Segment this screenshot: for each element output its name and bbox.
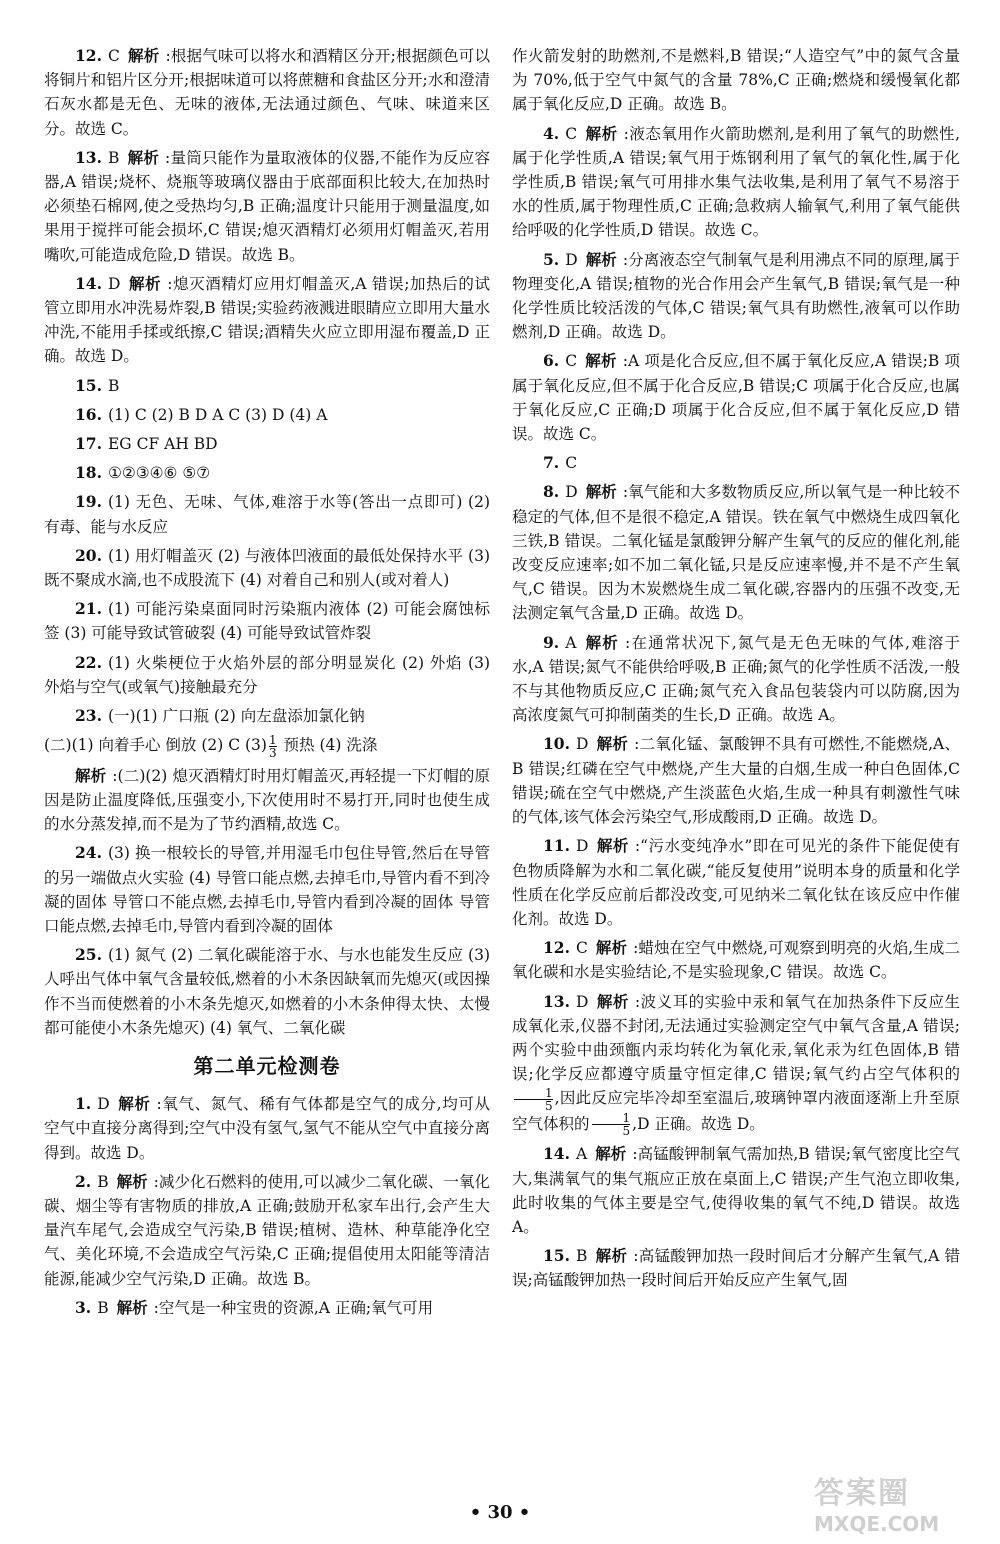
- answer-13: [44, 146, 490, 267]
- analysis-text: :氧气、氮气、稀有气体都是空气的成分,均可从空气中直接分离得到;空气中没有氢气,氢气不能从空气中直接分离得到。故选 D。: [44, 1095, 490, 1162]
- q-num: 24.: [75, 843, 102, 863]
- answer-17: [44, 432, 490, 456]
- answer-23-analysis: [44, 764, 490, 837]
- q-answer: D: [565, 483, 578, 502]
- q-answer: C: [107, 47, 120, 65]
- q-answer: D: [107, 274, 121, 293]
- analysis-text: 作火箭发射的助燃剂,不是燃料,B 错误;“人造空气”中的氮气含量为 70%,低于空气中氮气的含量 78%,C 正确;燃烧和缓慢氧化都属于氧化反应,D 正确。故选 B。: [512, 47, 960, 114]
- answer-text: (1) 氮气 (2) 二氧化碳能溶于水、与水也能发生反应 (3) 人呼出气体中氧气含量较低,燃着的小木条因缺氧而先熄灭(或因操作不当而使燃着的小木条先熄灭,如燃着的小木条伸得太快、太慢都可能使小木条先熄灭) (4) 氧气、二氧化碳: [44, 946, 490, 1037]
- answer-text: C: [565, 454, 578, 473]
- q-num: 18.: [75, 463, 102, 483]
- fraction: [592, 1112, 631, 1137]
- q-num: 7.: [543, 453, 560, 473]
- analysis-label: 解析: [127, 46, 160, 65]
- analysis-text: :液态氧用作火箭助燃剂,是利用了氧气的助燃性,属于化学性质,A 错误;氧气用于炼钢利用了氧气的氧化性,属于化学性质,B 错误;氧气可用排水集气法收集,是利用了氧气不易溶于水的性质,属于物理性质,C 正确;急救病人输氧气,利用了氧气能供给呼吸的化学性质,D 错误。故选 C。: [512, 124, 960, 240]
- q-answer: D: [565, 250, 578, 269]
- answer-15: [44, 374, 490, 398]
- analysis-label: 解析: [596, 734, 629, 754]
- analysis-text: ,D 正确。故选 D。: [632, 1114, 765, 1133]
- unit2-answer-1: [44, 1092, 490, 1165]
- q-num: 16.: [75, 404, 102, 424]
- q-num: 19.: [75, 492, 102, 512]
- fraction-numerator: 1: [268, 732, 277, 747]
- analysis-text: :根据气味可以将水和酒精区分开;根据颜色可以将铜片和铝片区分开;根据味道可以将蔗糖和食盐区分开;水和澄清石灰水都是无色、无味的液体,无法通过颜色、气味、味道来区分。故选 C。: [44, 47, 490, 138]
- analysis-label: 解析: [116, 1297, 148, 1317]
- fraction: [514, 1087, 553, 1112]
- q-answer: D: [575, 837, 589, 856]
- q-num: 14.: [543, 1144, 570, 1164]
- answer-23: [44, 704, 490, 728]
- left-column: [44, 44, 490, 1325]
- q-num: 15.: [75, 375, 102, 395]
- q-answer: B: [107, 148, 120, 167]
- q-answer: C: [575, 939, 588, 958]
- fraction-denominator: 5: [592, 1124, 631, 1137]
- analysis-label: 解析: [116, 1171, 148, 1191]
- analysis-label: 解析: [75, 765, 107, 785]
- answer-text: B: [107, 376, 120, 395]
- answer-20: [44, 544, 490, 592]
- watermark-logo: [814, 1468, 984, 1538]
- analysis-text: :波义耳的实验中汞和氧气在加热条件下反应生成氧化汞,仪器不封闭,无法通过实验测定空气中氧气含量,A 错误;两个实验中曲颈甑内汞均转化为氧化汞,氧化汞为红色固体,B 错误;化学反应都遵守质量守恒定律,C 错误;氧气约占空气体积的: [512, 992, 960, 1084]
- analysis-text: :量筒只能作为量取液体的仪器,不能作为反应容器,A 错误;烧杯、烧瓶等玻璃仪器由于底部面积比较大,在加热时必须垫石棉网,使之受热均匀,B 正确;温度计只能用于测量温度,如果用于搅拌可能会损坏,C 错误;熄灭酒精灯必须用灯帽盖灭,若用嘴吹,可能造成危险,D 错误。故选 B。: [44, 148, 490, 264]
- analysis-text: :高锰酸钾制氧气需加热,B 错误;氧气密度比空气大,集满氧气的集气瓶应正放在桌面上,C 错误;产生气泡立即收集,此时收集的气体主要是空气,使得收集的氧气不纯,D 错误。故选 A。: [512, 1145, 960, 1236]
- analysis-label: 解析: [127, 147, 160, 167]
- q-num: 13.: [75, 147, 102, 167]
- analysis-text: :在通常状况下,氮气是无色无味的气体,难溶于水,A 错误;氮气不能供给呼吸,B 正确;氮气的化学性质不活泼,一般不与其他物质反应,C 正确;氮气充入食品包装袋内可以防腐,因为高浓度氮气可抑制菌类的生长,D 正确。故选 A。: [512, 633, 960, 725]
- unit2-answer-14: [512, 1142, 960, 1239]
- analysis-label: 解析: [584, 632, 620, 652]
- unit2-answer-11: [512, 834, 960, 931]
- analysis-text: :(二)(2) 熄灭酒精灯时用灯帽盖灭,再轻提一下灯帽的原因是防止温度降低,压强变小,下次使用时不易打开,同时也使生成的水分蒸发掉,而不是为了节约酒精,故选 C。: [44, 766, 490, 834]
- answer-text: (1) 火柴梗位于火焰外层的部分明显炭化 (2) 外焰 (3) 外焰与空气(或氧气)接触最充分: [44, 653, 490, 696]
- analysis-text: :蜡烛在空气中燃烧,可观察到明亮的火焰,生成二氧化碳和水是实验结论,不是实验现象,C 错误。故选 C。: [512, 939, 960, 982]
- analysis-text: :A 项是化合反应,但不属于氧化反应,A 错误;B 项属于氧化反应,但不属于化合反应,B 错误;C 项属于化合反应,也属于氧化反应,C 正确;D 项属于化合反应,但不属于氧化反应,D 错误。故选 C。: [512, 352, 960, 444]
- q-answer: C: [565, 124, 578, 143]
- analysis-label: 解析: [128, 273, 162, 293]
- answer-19: [44, 490, 490, 538]
- unit2-answer-15: [512, 1244, 960, 1292]
- analysis-label: 解析: [595, 938, 628, 958]
- analysis-text: :“污水变纯净水”即在可见光的条件下能促使有色物质降解为水和二氧化碳,“能反复使用”说明本身的质量和化学性质在化学反应前后都没改变,可见纳米二氧化钛在该反应中作催化剂。故选 D。: [512, 837, 960, 928]
- analysis-text: :氧气能和大多数物质反应,所以氧气是一种比较不稳定的气体,但不是很不稳定,A 错误。铁在氧气中燃烧生成四氧化三铁,B 错误。二氧化锰是氯酸钾分解产生氧气的反应的催化剂,能改变反应速率;如不加二氧化锰,只是反应速率慢,并不是不产生氧气,C 错误。因为木炭燃烧生成二氧化碳,容器内的压强不改变,无法测定氧气含量,D 正确。故选 D。: [512, 483, 960, 623]
- q-num: 14.: [75, 273, 102, 293]
- answer-22: [44, 651, 490, 699]
- q-num: 12.: [543, 938, 570, 958]
- answer-21: [44, 597, 490, 645]
- q-num: 6.: [543, 351, 560, 371]
- analysis-text: :高锰酸钾加热一段时间后才分解产生氧气,A 错误;高锰酸钾加热一段时间后开始反应产生氧气,固: [512, 1247, 960, 1290]
- q-num: 12.: [75, 46, 102, 65]
- q-answer: D: [97, 1095, 110, 1114]
- analysis-label: 解析: [585, 249, 617, 269]
- analysis-label: 解析: [595, 1144, 627, 1164]
- analysis-label: 解析: [596, 836, 629, 856]
- answer-text: (1) 用灯帽盖灭 (2) 与液体凹液面的最低处保持水平 (3) 既不聚成水滴,也不成股流下 (4) 对着自己和别人(或对着人): [44, 546, 490, 590]
- answer-text: (1) 无色、无味、气体,难溶于水等(答出一点即可) (2) 有毒、能与水反应: [44, 493, 490, 536]
- q-num: 13.: [543, 991, 570, 1011]
- analysis-label: 解析: [585, 351, 617, 371]
- q-num: 4.: [543, 123, 560, 143]
- section-title: 第二单元检测卷: [193, 1054, 341, 1079]
- answer-23-part2: [44, 733, 490, 759]
- q-num: 15.: [543, 1246, 570, 1266]
- q-num: 2.: [75, 1171, 92, 1191]
- unit2-answer-10: [512, 732, 960, 829]
- q-answer: D: [575, 735, 589, 754]
- answer-text: (二)(1) 向着手心 倒放 (2) C (3): [44, 736, 267, 755]
- q-answer: B: [97, 1172, 109, 1191]
- q-num: 17.: [75, 434, 102, 454]
- q-answer: C: [565, 352, 578, 371]
- unit2-answer-8: [512, 480, 960, 625]
- analysis-text: ,因此反应完毕冷却至室温后,玻璃钟罩内液面逐渐上升至原空气体积的: [512, 1089, 960, 1133]
- unit2-answer-9: [512, 631, 960, 728]
- q-num: 9.: [543, 632, 560, 652]
- q-answer: B: [575, 1247, 588, 1266]
- q-num: 25.: [75, 945, 102, 965]
- right-column: [512, 44, 960, 1298]
- unit2-answer-7: [512, 451, 960, 475]
- q-num: 5.: [543, 249, 560, 269]
- page-number: • 30 •: [469, 1502, 531, 1523]
- analysis-label: 解析: [585, 123, 618, 143]
- answer-text: 预热 (4) 洗涤: [278, 736, 378, 755]
- q-num: 8.: [543, 482, 560, 502]
- answer-16: [44, 403, 490, 427]
- answer-text: (1) 可能污染桌面同时污染瓶内液体 (2) 可能会腐蚀标签 (3) 可能导致试管破裂 (4) 可能导致试管炸裂: [44, 600, 490, 643]
- analysis-text: :二氧化锰、氯酸钾不具有可燃性,不能燃烧,A、B 错误;红磷在空气中燃烧,产生大量的白烟,生成一种白色固体,C 错误;硫在空气中燃烧,产生淡蓝色火焰,生成一种具有刺激性气味的气体,该气体会污染空气,形成酸雨,D 正确。故选 D。: [512, 735, 960, 827]
- unit2-answer-13: [512, 990, 960, 1138]
- unit2-answer-3-continued: [512, 44, 960, 117]
- answer-text: ①②③④⑥ ⑤⑦: [107, 464, 211, 483]
- fraction: [269, 734, 277, 759]
- q-num: 3.: [75, 1297, 92, 1317]
- answer-text: (一)(1) 广口瓶 (2) 向左盘添加氯化钠: [107, 707, 365, 726]
- q-num: 10.: [543, 734, 570, 754]
- fraction-denominator: 3: [268, 745, 277, 760]
- q-num: 11.: [543, 836, 570, 856]
- q-answer: A: [565, 633, 577, 652]
- answer-14: [44, 272, 490, 369]
- analysis-text: :减少化石燃料的使用,可以减少二氧化碳、一氧化碳、烟尘等有害物质的排放,A 正确;鼓励开私家车出行,会产生大量汽车尾气,会造成空气污染,B 错误;植树、造林、种草能净化空气、美化环境,不会造成空气污染,C 正确;提倡使用太阳能等清洁能源,能减少空气污染,D 正确。故选 B。: [44, 1172, 490, 1288]
- q-num: 1.: [75, 1094, 92, 1114]
- answer-text: (1) C (2) B D A C (3) D (4) A: [107, 405, 328, 424]
- analysis-label: 解析: [117, 1094, 151, 1114]
- unit2-answer-12: [512, 936, 960, 984]
- q-answer: D: [575, 992, 589, 1011]
- answer-25: [44, 943, 490, 1040]
- answer-24: [44, 841, 490, 938]
- unit2-answer-6: [512, 349, 960, 446]
- unit2-answer-3: [44, 1296, 490, 1320]
- fraction-denominator: 5: [514, 1099, 553, 1112]
- q-num: 21.: [75, 599, 102, 619]
- unit2-answer-2: [44, 1170, 490, 1291]
- unit2-answer-5: [512, 248, 960, 345]
- analysis-label: 解析: [596, 991, 629, 1011]
- analysis-label: 解析: [595, 1246, 628, 1266]
- q-num: 23.: [75, 706, 102, 726]
- analysis-text: :分离液态空气制氧气是利用沸点不同的原理,属于物理变化,A 错误;植物的光合作用会产生氧气,B 错误;氧气是一种化学性质比较活泼的气体,C 错误;氧气具有助燃性,液氧可以作助燃剂,D 正确。故选 D。: [512, 250, 960, 342]
- analysis-text: :熄灭酒精灯应用灯帽盖灭,A 错误;加热后的试管立即用水冲洗易炸裂,B 错误;实验药液溅进眼睛应立即用大量水冲洗,不能用手揉或纸擦,C 错误;酒精失火应立即用湿布覆盖,D 正确。故选 D。: [44, 274, 490, 366]
- answer-18: [44, 461, 490, 485]
- unit2-answer-4: [512, 122, 960, 243]
- q-answer: B: [97, 1298, 109, 1317]
- analysis-text: :空气是一种宝贵的资源,A 正确;氧气可用: [153, 1298, 434, 1317]
- answer-text: EG CF AH BD: [107, 435, 218, 454]
- analysis-label: 解析: [585, 482, 617, 502]
- answer-text: (3) 换一根较长的导管,并用湿毛巾包住导管,然后在导管的另一端做点火实验 (4) 导管口能点燃,去掉毛巾,导管内看不到冷凝的固体 导管口不能点燃,去掉毛巾,导管内看到冷凝的固体 导管口能点燃,去掉毛巾,导管内看到冷凝的固体: [44, 844, 490, 935]
- watermark-logo-text: 答案圈: [814, 1476, 910, 1511]
- watermark-url: MXQE.COM: [814, 1512, 940, 1536]
- fraction-numerator: 1: [622, 1111, 631, 1126]
- fraction-numerator: 1: [545, 1085, 553, 1100]
- q-answer: A: [575, 1145, 588, 1164]
- q-num: 22.: [75, 652, 102, 672]
- q-num: 20.: [75, 545, 102, 565]
- answer-12: [44, 44, 490, 141]
